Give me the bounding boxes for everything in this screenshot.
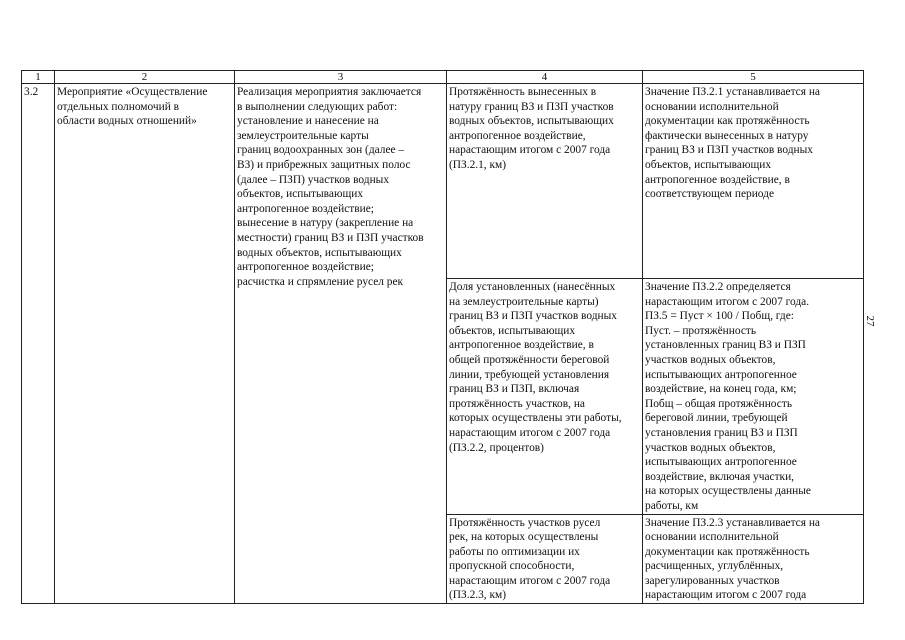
implementation-line: местности) границ ВЗ и ПЗП участков — [237, 231, 424, 244]
value-line: испытывающих антропогенное — [645, 456, 797, 469]
implementation-line: объектов, испытывающих — [237, 188, 364, 201]
value-line: основании исполнительной — [645, 531, 779, 544]
implementation-line: землеустроительные карты — [237, 129, 369, 142]
indicator-line: которых осуществлены эти работы, — [449, 412, 622, 425]
indicator-line: антропогенное воздействие, — [449, 129, 586, 142]
implementation-line: антропогенное воздействие; — [237, 202, 374, 215]
value-line: участков водных объектов, — [645, 441, 776, 454]
indicator-name-cell — [447, 84, 643, 279]
indicator-line: границ ВЗ и ПЗП, включая — [449, 383, 580, 396]
value-line: зарегулированных участков — [645, 574, 780, 587]
indicator-line: работы по оптимизации их — [449, 545, 580, 558]
value-line: участков водных объектов, — [645, 353, 776, 366]
value-line: документации как протяжённость — [645, 115, 810, 128]
value-line: Побщ – общая протяжённость — [645, 397, 793, 410]
implementation-line: (далее – ПЗП) участков водных — [237, 173, 390, 186]
implementation-line: водных объектов, испытывающих — [237, 246, 402, 259]
indicator-line: рек, на которых осуществлены — [449, 531, 599, 544]
value-line: расчищенных, углублённых, — [645, 560, 784, 573]
value-line: антропогенное воздействие, в — [645, 173, 790, 186]
value-line: нарастающим итогом с 2007 года. — [645, 295, 810, 308]
value-line: соответствующем периоде — [645, 188, 775, 201]
indicator-line: протяжённость участков, на — [449, 397, 585, 410]
column-header-5: 5 — [643, 71, 864, 84]
column-header-1: 1 — [22, 71, 55, 84]
table-row — [22, 84, 864, 279]
value-line: объектов, испытывающих — [645, 158, 772, 171]
value-line: испытывающих антропогенное — [645, 368, 797, 381]
value-line: установленных границ ВЗ и ПЗП — [645, 339, 806, 352]
page-number: 27 — [864, 315, 876, 327]
implementation-line: вынесение в натуру (закрепление на — [237, 217, 414, 230]
implementation-line: Реализация мероприятия заключается — [237, 86, 422, 98]
row-number-cell — [22, 84, 55, 604]
value-line: Значение ПЗ.2.1 устанавливается на — [645, 86, 820, 98]
measure-line: области водных отношений» — [57, 115, 197, 128]
implementation-line: расчистка и спрямление русел рек — [237, 275, 404, 288]
value-line: Значение ПЗ.2.3 устанавливается на — [645, 516, 820, 529]
value-line: ПЗ.5 = Пуст × 100 / Побщ, где: — [645, 310, 794, 323]
indicator-line: Доля установленных (нанесённых — [449, 281, 616, 293]
value-line: установления границ ВЗ и ПЗП — [645, 426, 798, 439]
indicator-name-cell — [447, 279, 643, 515]
indicator-line: водных объектов, испытывающих — [449, 115, 614, 128]
indicator-line: линии, требующей установления — [449, 368, 610, 381]
value-line: фактически вынесенных в натуру — [645, 129, 809, 142]
column-header-3: 3 — [235, 71, 447, 84]
table-header-row — [22, 71, 864, 84]
indicator-line: антропогенное воздействие, в — [449, 339, 594, 352]
implementation-cell — [235, 84, 447, 604]
value-line: воздействие, включая участки, — [645, 470, 795, 483]
measure-line: отдельных полномочий в — [57, 100, 180, 113]
indicator-value-cell — [643, 84, 864, 279]
value-line: границ ВЗ и ПЗП участков водных — [645, 144, 813, 157]
indicator-line: общей протяжённости береговой — [449, 353, 610, 366]
indicator-value-cell — [643, 514, 864, 604]
implementation-line: антропогенное воздействие; — [237, 261, 374, 274]
column-header-4: 4 — [447, 71, 643, 84]
indicator-line: (ПЗ.2.1, км) — [449, 158, 507, 171]
implementation-line: ВЗ) и прибрежных защитных полос — [237, 158, 411, 171]
indicator-line: (ПЗ.2.2, процентов) — [449, 441, 544, 454]
indicator-line: нарастающим итогом с 2007 года — [449, 574, 611, 587]
value-line: основании исполнительной — [645, 100, 779, 113]
indicator-line: границ ВЗ и ПЗП участков водных — [449, 310, 617, 323]
indicator-line: нарастающим итогом с 2007 года — [449, 144, 611, 157]
value-line: документации как протяжённость — [645, 545, 810, 558]
indicator-value-cell — [643, 279, 864, 515]
indicator-name-cell — [447, 514, 643, 604]
indicator-line: нарастающим итогом с 2007 года — [449, 426, 611, 439]
measures-table — [21, 70, 864, 604]
indicator-line: натуру границ ВЗ и ПЗП участков — [449, 100, 614, 113]
indicator-line: на землеустроительные карты) — [449, 295, 599, 308]
value-line: воздействие, на конец года, км; — [645, 383, 797, 396]
value-line: Пуст. – протяжённость — [645, 324, 757, 337]
value-line: нарастающим итогом с 2007 года — [645, 589, 807, 602]
measure-line: Мероприятие «Осуществление — [57, 86, 208, 98]
indicator-line: объектов, испытывающих — [449, 324, 576, 337]
indicator-line: Протяжённость участков русел — [449, 516, 601, 529]
column-header-2: 2 — [55, 71, 235, 84]
indicator-line: пропускной способности, — [449, 560, 575, 573]
row-number: 3.2 — [24, 86, 39, 98]
implementation-line: границ водоохранных зон (далее – — [237, 144, 405, 157]
value-line: работы, км — [645, 499, 699, 512]
value-line: береговой линии, требующей — [645, 412, 788, 425]
value-line: на которых осуществлены данные — [645, 485, 811, 498]
implementation-line: в выполнении следующих работ: — [237, 100, 398, 113]
implementation-line: установление и нанесение на — [237, 115, 379, 128]
measure-cell — [55, 84, 235, 604]
indicator-line: Протяжённость вынесенных в — [449, 86, 597, 98]
value-line: Значение ПЗ.2.2 определяется — [645, 281, 791, 293]
indicator-line: (ПЗ.2.3, км) — [449, 589, 507, 602]
